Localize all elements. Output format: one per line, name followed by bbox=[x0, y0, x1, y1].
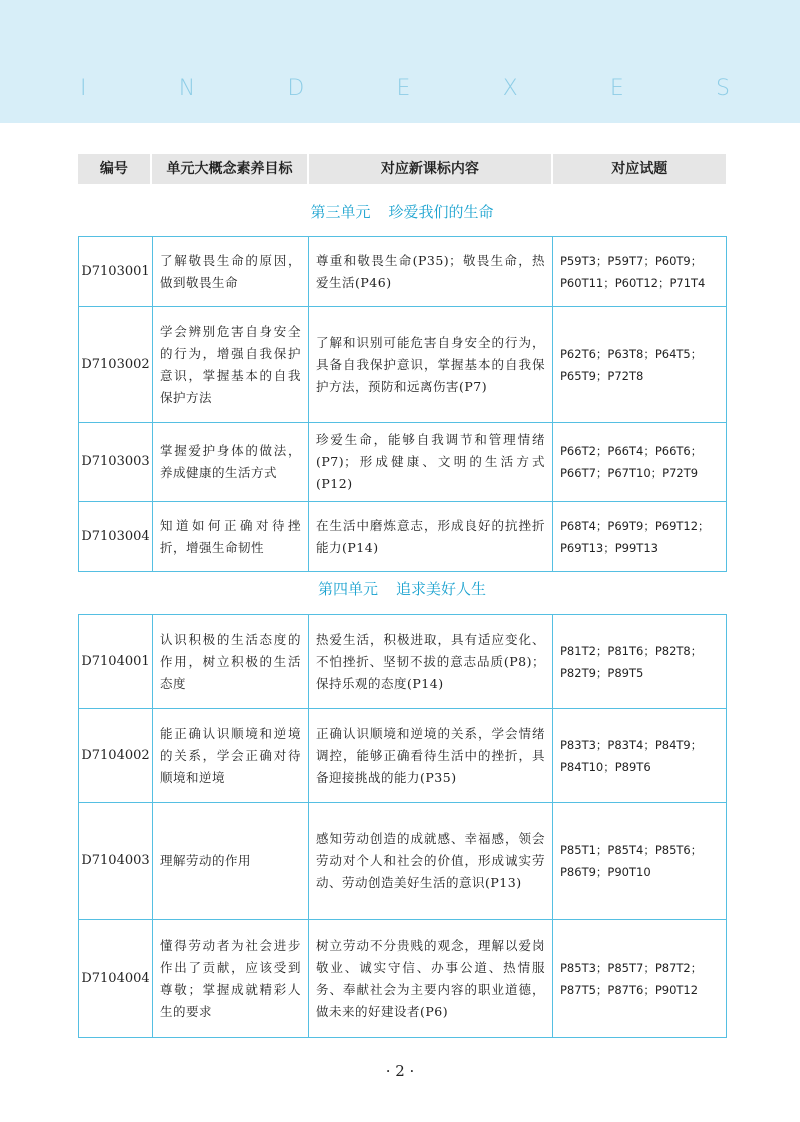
goal-cell: 知道如何正确对待挫折，增强生命韧性 bbox=[153, 502, 309, 572]
banner-letter: E bbox=[396, 76, 411, 101]
code-cell: D7104001 bbox=[79, 615, 153, 709]
code-cell: D7103003 bbox=[79, 423, 153, 502]
unit-table bbox=[78, 236, 727, 572]
content-cell: 了解和识别可能危害自身安全的行为，具备自我保护意识，掌握基本的自我保护方法，预防和远离伤害(P7) bbox=[309, 307, 553, 423]
goal-cell: 理解劳动的作用 bbox=[153, 803, 309, 920]
unit-number: 第四单元 bbox=[317, 580, 378, 598]
unit-name: 追求美好人生 bbox=[396, 580, 487, 598]
goal-cell: 懂得劳动者为社会进步作出了贡献，应该受到尊敬；掌握成就精彩人生的要求 bbox=[153, 920, 309, 1038]
table-row bbox=[79, 615, 727, 709]
table-row bbox=[79, 502, 727, 572]
banner-letter: X bbox=[502, 76, 518, 101]
content-cell: 树立劳动不分贵贱的观念，理解以爱岗敬业、诚实守信、办事公道、热情服务、奉献社会为主要内容的职业道德，做未来的好建设者(P6) bbox=[309, 920, 553, 1038]
banner-letter: N bbox=[178, 76, 196, 101]
items-cell: P62T6；P63T8；P64T5；P65T9；P72T8 bbox=[553, 307, 727, 423]
indexes-banner-text bbox=[80, 76, 730, 101]
banner-letter: E bbox=[609, 76, 624, 101]
goal-cell: 学会辨别危害自身安全的行为，增强自我保护意识，掌握基本的自我保护方法 bbox=[153, 307, 309, 423]
table-row bbox=[79, 803, 727, 920]
banner-letter: I bbox=[80, 76, 87, 101]
goal-cell: 了解敬畏生命的原因，做到敬畏生命 bbox=[153, 237, 309, 307]
table-row bbox=[79, 920, 727, 1038]
items-cell: P85T1；P85T4；P85T6；P86T9；P90T10 bbox=[553, 803, 727, 920]
unit-title bbox=[78, 578, 726, 599]
content-cell: 热爱生活，积极进取，具有适应变化、不怕挫折、坚韧不拔的意志品质(P8)；保持乐观的态度(P14) bbox=[309, 615, 553, 709]
items-cell: P81T2；P81T6；P82T8；P82T9；P89T5 bbox=[553, 615, 727, 709]
table-row bbox=[79, 237, 727, 307]
banner-letter: D bbox=[287, 76, 305, 101]
header-banner bbox=[0, 0, 800, 123]
goal-cell: 能正确认识顺境和逆境的关系，学会正确对待顺境和逆境 bbox=[153, 709, 309, 803]
unit-number: 第三单元 bbox=[310, 203, 371, 221]
column-header-content: 对应新课标内容 bbox=[309, 154, 550, 184]
items-cell: P83T3；P83T4；P84T9；P84T10；P89T6 bbox=[553, 709, 727, 803]
code-cell: D7103004 bbox=[79, 502, 153, 572]
unit-name: 珍爱我们的生命 bbox=[388, 203, 494, 221]
items-cell: P59T3；P59T7；P60T9；P60T11；P60T12；P71T4 bbox=[553, 237, 727, 307]
column-header-items: 对应试题 bbox=[553, 154, 726, 184]
items-cell: P85T3；P85T7；P87T2；P87T5；P87T6；P90T12 bbox=[553, 920, 727, 1038]
unit-title bbox=[78, 201, 726, 222]
content-cell: 珍爱生命，能够自我调节和管理情绪(P7)；形成健康、文明的生活方式(P12) bbox=[309, 423, 553, 502]
content-cell: 在生活中磨炼意志，形成良好的抗挫折能力(P14) bbox=[309, 502, 553, 572]
page-number: · 2 · bbox=[385, 1062, 415, 1080]
code-cell: D7103001 bbox=[79, 237, 153, 307]
goal-cell: 认识积极的生活态度的作用，树立积极的生活态度 bbox=[153, 615, 309, 709]
code-cell: D7103002 bbox=[79, 307, 153, 423]
column-header-goal: 单元大概念素养目标 bbox=[152, 154, 308, 184]
items-cell: P68T4；P69T9；P69T12；P69T13；P99T13 bbox=[553, 502, 727, 572]
table-header bbox=[78, 154, 726, 184]
table-row bbox=[79, 307, 727, 423]
content-cell: 感知劳动创造的成就感、幸福感，领会劳动对个人和社会的价值，形成诚实劳动、劳动创造美好生活的意识(P13) bbox=[309, 803, 553, 920]
table-row bbox=[79, 423, 727, 502]
banner-letter: S bbox=[716, 76, 730, 101]
items-cell: P66T2；P66T4；P66T6；P66T7；P67T10；P72T9 bbox=[553, 423, 727, 502]
goal-cell: 掌握爱护身体的做法，养成健康的生活方式 bbox=[153, 423, 309, 502]
unit-table bbox=[78, 614, 727, 1038]
column-header-code: 编号 bbox=[78, 154, 150, 184]
code-cell: D7104002 bbox=[79, 709, 153, 803]
table-row bbox=[79, 709, 727, 803]
content-cell: 正确认识顺境和逆境的关系，学会情绪调控，能够正确看待生活中的挫折，具备迎接挑战的能力(P35) bbox=[309, 709, 553, 803]
content-cell: 尊重和敬畏生命(P35)；敬畏生命，热爱生活(P46) bbox=[309, 237, 553, 307]
code-cell: D7104004 bbox=[79, 920, 153, 1038]
code-cell: D7104003 bbox=[79, 803, 153, 920]
